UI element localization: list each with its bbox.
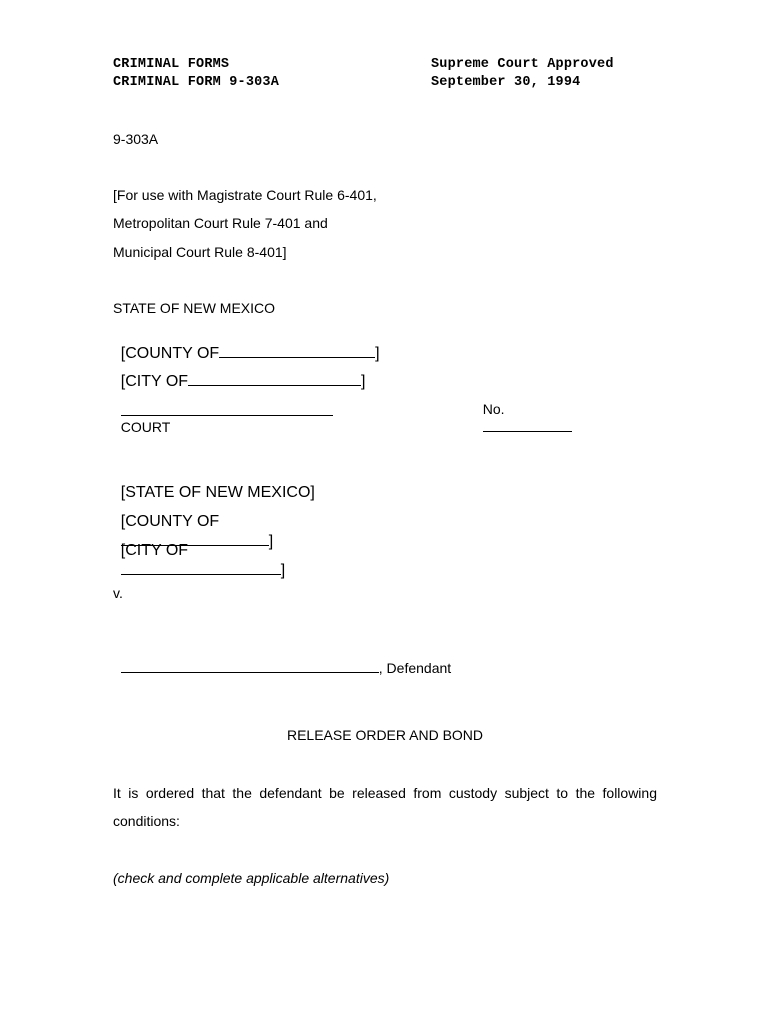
county-close-bracket: ]: [375, 345, 380, 362]
instruction-text: (check and complete applicable alternatives): [113, 870, 390, 886]
order-text-line-2: conditions:: [113, 813, 180, 829]
caption-state: STATE OF NEW MEXICO: [113, 300, 276, 316]
rule-line-1: [For use with Magistrate Court Rule 6-401,: [113, 187, 377, 203]
party-city-blank[interactable]: [121, 560, 281, 575]
rule-line-2: Metropolitan Court Rule 7-401 and: [113, 215, 328, 231]
document-title: RELEASE ORDER AND BOND: [286, 727, 484, 743]
court-label: COURT: [120, 419, 171, 435]
party-county-label: [COUNTY OF: [120, 513, 220, 530]
city-close-bracket: ]: [361, 373, 366, 390]
versus: v.: [113, 585, 123, 601]
header-form-category: CRIMINAL FORMS: [113, 57, 230, 72]
defendant-name-blank[interactable]: [121, 658, 379, 673]
party-county-close-bracket: ]: [268, 533, 274, 550]
party-state-label: [STATE OF NEW MEXICO]: [120, 484, 315, 501]
party-city-label: [CITY OF: [120, 542, 189, 559]
county-label: [COUNTY OF: [120, 345, 220, 362]
city-label: [CITY OF: [120, 373, 189, 390]
party-city-line: [113, 526, 285, 580]
case-number-blank[interactable]: [483, 417, 572, 432]
header-approval-date: September 30, 1994: [431, 75, 581, 90]
party-city-close-bracket: ]: [280, 562, 286, 579]
case-number-label: No.: [482, 401, 505, 417]
case-number-line: [475, 385, 572, 435]
header-approval: Supreme Court Approved: [431, 57, 614, 72]
court-line: [113, 385, 333, 435]
defendant-label: , Defendant: [378, 660, 452, 676]
header-form-id: CRIMINAL FORM 9-303A: [113, 75, 280, 90]
defendant-line: [113, 642, 451, 676]
rule-line-3: Municipal Court Rule 8-401]: [113, 244, 287, 260]
form-number: 9-303A: [113, 131, 159, 147]
city-blank[interactable]: [188, 371, 361, 386]
court-name-blank[interactable]: [121, 401, 333, 416]
order-text-line-1: It is ordered that the defendant be released from custody subject to the following: [113, 785, 657, 801]
